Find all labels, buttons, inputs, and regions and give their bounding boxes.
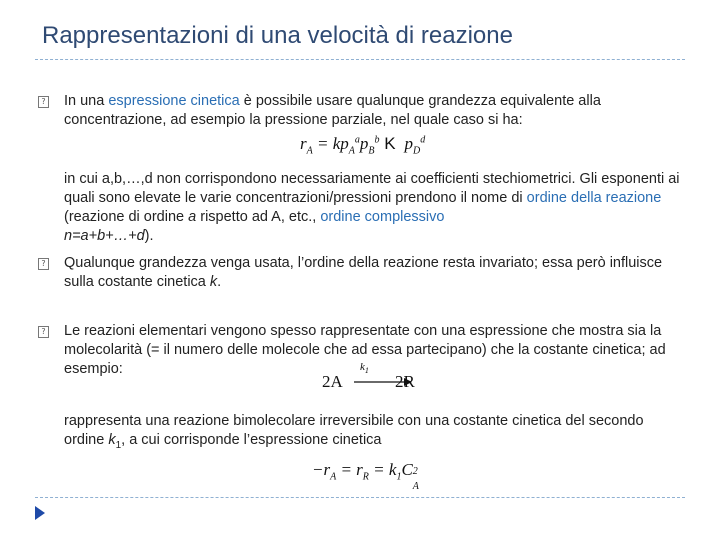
footer-divider: [35, 497, 685, 498]
term-ordine-reazione: ordine della reazione: [526, 190, 662, 206]
k-symbol: k: [360, 361, 365, 373]
reaction-scheme: [322, 361, 432, 394]
text-run: , a cui corrisponde l’espressione cinetica: [121, 432, 382, 448]
text-run: è possibile usare qualunque grandezza equivalente alla concentrazione, ad esempio la pressione parziale, nel quale caso si ha:: [64, 93, 601, 128]
bullet-1-continuation: in cui a,b,…,d non corrispondono necessariamente ai coefficienti stechiometrici. Gli esponenti ai quali sono elevate le varie concentrazioni/pressioni prendono il nome di ordine della reazione (reazione di ordine a rispetto ad A, etc., ordine complessivo n=a+b+…+d).: [64, 171, 680, 244]
bullet-marker-icon: ?: [38, 258, 49, 270]
order-sum: n=a+b+…+d: [64, 228, 145, 244]
product-2R: 2R: [395, 372, 415, 391]
bullet-1-text: [64, 92, 684, 130]
text-run: Le reazioni elementari vengono spesso rappresentate con una espressione che mostra sia la molecolarità (= il numero delle molecole che ad essa partecipano) che la costante cinetica; ad esempio:: [64, 323, 666, 377]
reactant-2A: 2A: [322, 372, 343, 391]
slide-title: Rappresentazioni di una velocità di reazione: [42, 22, 513, 49]
k1-subscript: 1: [115, 439, 122, 451]
text-run: rappresenta una reazione bimolecolare irreversibile con una costante cinetica del secondo ordine: [64, 413, 644, 448]
text-run: .: [217, 274, 222, 290]
title-divider: [35, 59, 685, 60]
text-run: Qualunque grandezza venga usata, l’ordine della reazione resta invariato; essa però influisce sulla costante cinetica: [64, 255, 663, 290]
bullet-2-text: [64, 254, 684, 292]
text-run: in cui a,b,…,d non corrispondono necessariamente ai coefficienti stechiometrici. Gli esponenti ai quali sono elevate le varie concentrazioni/pressioni prendono il nome di: [64, 171, 680, 206]
next-slide-arrow-icon[interactable]: [35, 506, 45, 520]
bullet-marker-icon: ?: [38, 326, 49, 338]
text-run: In una: [64, 93, 109, 109]
text-run: (reazione di ordine: [64, 209, 189, 225]
term-ordine-complessivo: ordine complessivo: [320, 209, 445, 225]
text-run: rispetto ad A, etc.,: [196, 209, 321, 225]
text-run: ).: [144, 228, 154, 244]
equation-second-order-rate: $-r_A = r_R = k_1C$ 2 A: [312, 460, 419, 492]
term-espressione-cinetica: espressione cinetica: [108, 93, 240, 109]
rate-constant-symbol: k: [209, 274, 218, 290]
k1-symbol: k: [108, 432, 116, 448]
equation-rate-partial-pressure: $r_A = kp_A^ap_B^b$ K $p_D^d$: [300, 134, 426, 157]
arrow-rate-constant: [360, 361, 369, 375]
k-subscript: 1: [364, 366, 369, 376]
bullet-3-continuation: [64, 412, 684, 455]
bullet-marker-icon: ?: [38, 96, 49, 108]
